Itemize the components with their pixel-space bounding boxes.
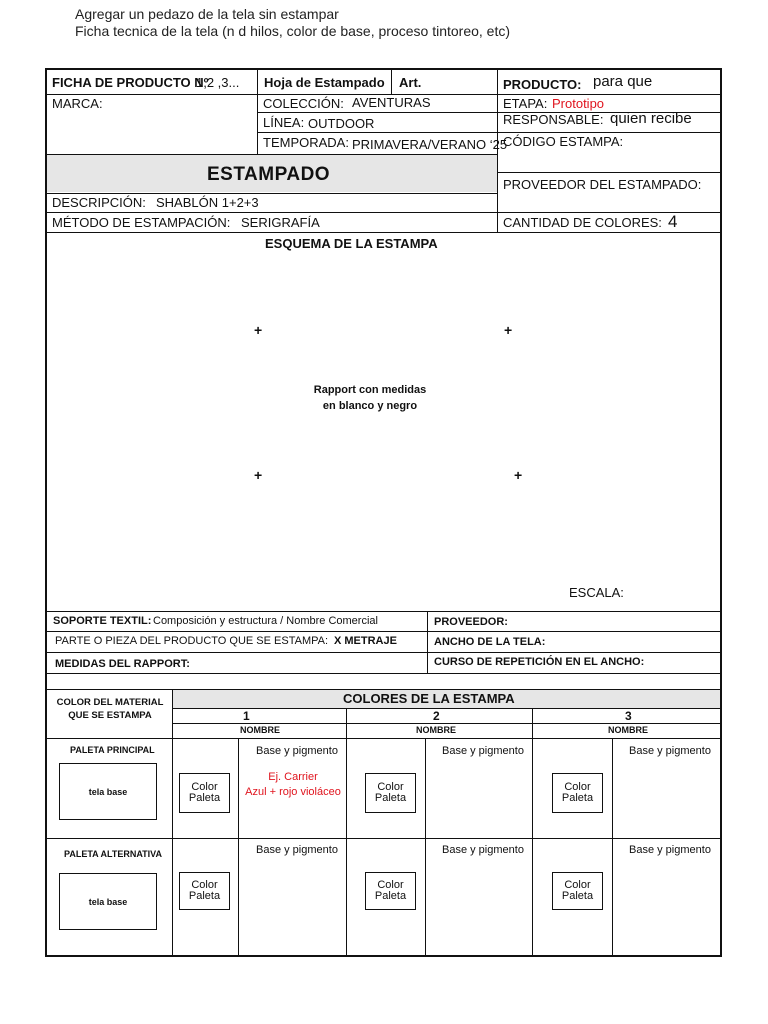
- example-note[interactable]: [240, 770, 346, 800]
- estampado-title: ESTAMPADO: [207, 164, 331, 185]
- codigo-label: CÓDIGO ESTAMPA:: [503, 134, 624, 149]
- color-paleta-line-1: Color: [191, 781, 218, 793]
- rapport-line-2: en blanco y negro: [322, 400, 418, 412]
- registration-mark: +: [254, 322, 263, 338]
- tela-base-label: tela base: [88, 896, 128, 907]
- base-pigmento-label: Base y pigmento: [442, 844, 524, 856]
- color-paleta-swatch[interactable]: [552, 773, 603, 813]
- material-label: [48, 696, 172, 722]
- material-line-1: COLOR DEL MATERIAL: [56, 697, 164, 708]
- base-pigmento-label: Base y pigmento: [256, 745, 338, 757]
- color-paleta-line-2: Paleta: [188, 890, 221, 902]
- esquema-title: ESQUEMA DE LA ESTAMPA: [265, 236, 438, 251]
- base-pigmento-label: Base y pigmento: [442, 745, 524, 757]
- registration-mark: +: [254, 467, 263, 483]
- marca-label: MARCA:: [52, 96, 103, 111]
- rapport-line-1: Rapport con medidas: [313, 384, 427, 396]
- soporte-value[interactable]: Composición y estructura / Nombre Comercial: [153, 615, 378, 627]
- color-paleta-line-1: Color: [191, 879, 218, 891]
- parte-value[interactable]: X METRAJE: [334, 635, 397, 647]
- tela-base-swatch[interactable]: [59, 873, 157, 930]
- nombre-header-2: NOMBRE: [416, 725, 456, 735]
- color-paleta-line-1: Color: [564, 879, 591, 891]
- color-paleta-swatch[interactable]: [365, 872, 416, 910]
- paleta-principal-label: PALETA PRINCIPAL: [70, 745, 155, 755]
- ancho-label: ANCHO DE LA TELA:: [434, 636, 546, 648]
- color-paleta-line-1: Color: [377, 879, 404, 891]
- curso-label: CURSO DE REPETICIÓN EN EL ANCHO:: [434, 656, 645, 668]
- color-paleta-swatch[interactable]: [179, 773, 230, 813]
- coleccion-label: COLECCIÓN:: [263, 96, 344, 111]
- producto-value[interactable]: para que: [593, 73, 653, 90]
- producto-label: PRODUCTO:: [503, 77, 582, 92]
- proveedor-label: PROVEEDOR:: [434, 616, 508, 628]
- example-line-1: Ej. Carrier: [268, 771, 318, 783]
- color-paleta-line-1: Color: [564, 781, 591, 793]
- coleccion-value[interactable]: AVENTURAS: [352, 95, 431, 110]
- column-number-2: 2: [433, 709, 440, 723]
- color-paleta-swatch[interactable]: [365, 773, 416, 813]
- material-line-2: QUE SE ESTAMPA: [68, 710, 152, 721]
- parte-label: PARTE O PIEZA DEL PRODUCTO QUE SE ESTAMPA:: [55, 635, 329, 647]
- responsable-label: RESPONSABLE:: [503, 112, 604, 127]
- color-paleta-line-1: Color: [377, 781, 404, 793]
- temporada-value[interactable]: PRIMAVERA/VERANO ‘25: [352, 137, 508, 152]
- registration-mark: +: [514, 467, 523, 483]
- registration-mark: +: [504, 322, 513, 338]
- metodo-value[interactable]: SERIGRAFÍA: [241, 215, 320, 230]
- etapa-value[interactable]: Prototipo: [552, 96, 605, 111]
- paleta-alternativa-label: PALETA ALTERNATIVA: [64, 849, 162, 859]
- tela-base-swatch[interactable]: [59, 763, 157, 820]
- escala-label: ESCALA:: [569, 585, 624, 600]
- ficha-label: FICHA DE PRODUCTO Nº: [52, 75, 209, 90]
- color-paleta-line-2: Paleta: [374, 890, 407, 902]
- tela-base-label: tela base: [88, 786, 128, 797]
- color-paleta-swatch[interactable]: [179, 872, 230, 910]
- descripcion-value[interactable]: SHABLÓN 1+2+3: [156, 195, 259, 210]
- ficha-value[interactable]: 1,2 ,3...: [196, 75, 240, 90]
- form-frame: [45, 68, 722, 957]
- cantidad-value[interactable]: 4: [668, 212, 678, 231]
- colores-title: COLORES DE LA ESTAMPA: [343, 691, 515, 706]
- note-line-2: Ficha tecnica de la tela (n d hilos, color de base, proceso tintoreo, etc): [75, 23, 511, 39]
- proveedor-estampado-label: PROVEEDOR DEL ESTAMPADO:: [503, 177, 702, 192]
- color-paleta-line-2: Paleta: [561, 792, 594, 804]
- base-pigmento-label: Base y pigmento: [256, 844, 338, 856]
- color-paleta-line-2: Paleta: [188, 792, 221, 804]
- medidas-label: MEDIDAS DEL RAPPORT:: [55, 658, 190, 670]
- column-number-3: 3: [625, 709, 632, 723]
- note-line-1: Agregar un pedazo de la tela sin estampar: [75, 6, 339, 22]
- base-pigmento-label: Base y pigmento: [629, 745, 711, 757]
- rapport-note: [290, 382, 450, 414]
- descripcion-label: DESCRIPCIÓN:: [52, 195, 146, 210]
- column-number-1: 1: [243, 709, 250, 723]
- soporte-label: SOPORTE TEXTIL:: [53, 615, 152, 627]
- base-pigmento-label: Base y pigmento: [629, 844, 711, 856]
- nombre-header-1: NOMBRE: [240, 725, 280, 735]
- example-line-2: Azul + rojo violáceo: [245, 786, 341, 798]
- metodo-label: MÉTODO DE ESTAMPACIÓN:: [52, 215, 231, 230]
- color-paleta-line-2: Paleta: [374, 792, 407, 804]
- nombre-header-3: NOMBRE: [608, 725, 648, 735]
- hoja-label: Hoja de Estampado: [264, 75, 385, 90]
- color-paleta-swatch[interactable]: [552, 872, 603, 910]
- linea-label: LÍNEA:: [263, 115, 305, 130]
- color-paleta-line-2: Paleta: [561, 890, 594, 902]
- cantidad-label: CANTIDAD DE COLORES:: [503, 215, 662, 230]
- etapa-label: ETAPA:: [503, 96, 548, 111]
- art-label: Art.: [399, 75, 422, 90]
- temporada-label: TEMPORADA:: [263, 135, 349, 150]
- linea-value[interactable]: OUTDOOR: [308, 116, 375, 131]
- responsable-value[interactable]: quien recibe: [610, 110, 692, 127]
